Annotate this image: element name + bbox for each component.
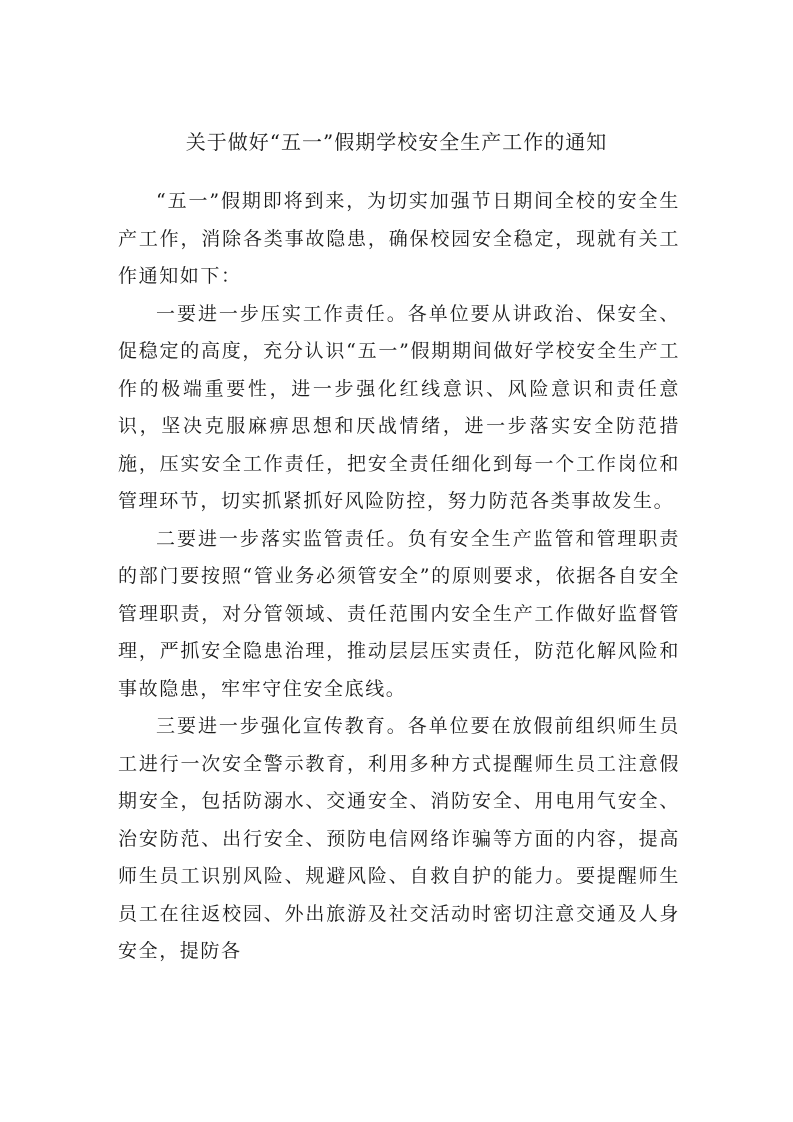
document-body [118,183,680,971]
paragraph-supervision: 二要进一步落实监管责任。负有安全生产监管和管理职责的部门要按照“管业务必须管安全”的原则要求，依据各自安全管理职责，对分管领域、责任范围内安全生产工作做好监督管理，严抓安全隐患治理，推动层层压实责任，防范化解风险和事故隐患，牢牢守住安全底线。 [118,527,680,700]
paragraph-education: 三要进一步强化宣传教育。各单位要在放假前组织师生员工进行一次安全警示教育，利用多种方式提醒师生员工注意假期安全，包括防溺水、交通安全、消防安全、用电用气安全、治安防范、出行安全、预防电信网络诈骗等方面的内容，提高师生员工识别风险、规避风险、自救自护的能力。要提醒师生员工在往返校园、外出旅游及社交活动时密切注意交通及人身安全，提防各 [118,715,680,962]
paragraph-intro: “五一”假期即将到来，为切实加强节日期间全校的安全生产工作，消除各类事故隐患，确保校园安全稳定，现就有关工作通知如下： [118,190,680,287]
document-title: 关于做好“五一”假期学校安全生产工作的通知 [185,130,608,154]
paragraph-responsibility: 一要进一步压实工作责任。各单位要从讲政治、保安全、促稳定的高度，充分认识“五一”假期期间做好学校安全生产工作的极端重要性，进一步强化红线意识、风险意识和责任意识，坚决克服麻痹思想和厌战情绪，进一步落实安全防范措施，压实安全工作责任，把安全责任细化到每一个工作岗位和管理环节，切实抓紧抓好风险防控，努力防范各类事故发生。 [118,302,680,512]
